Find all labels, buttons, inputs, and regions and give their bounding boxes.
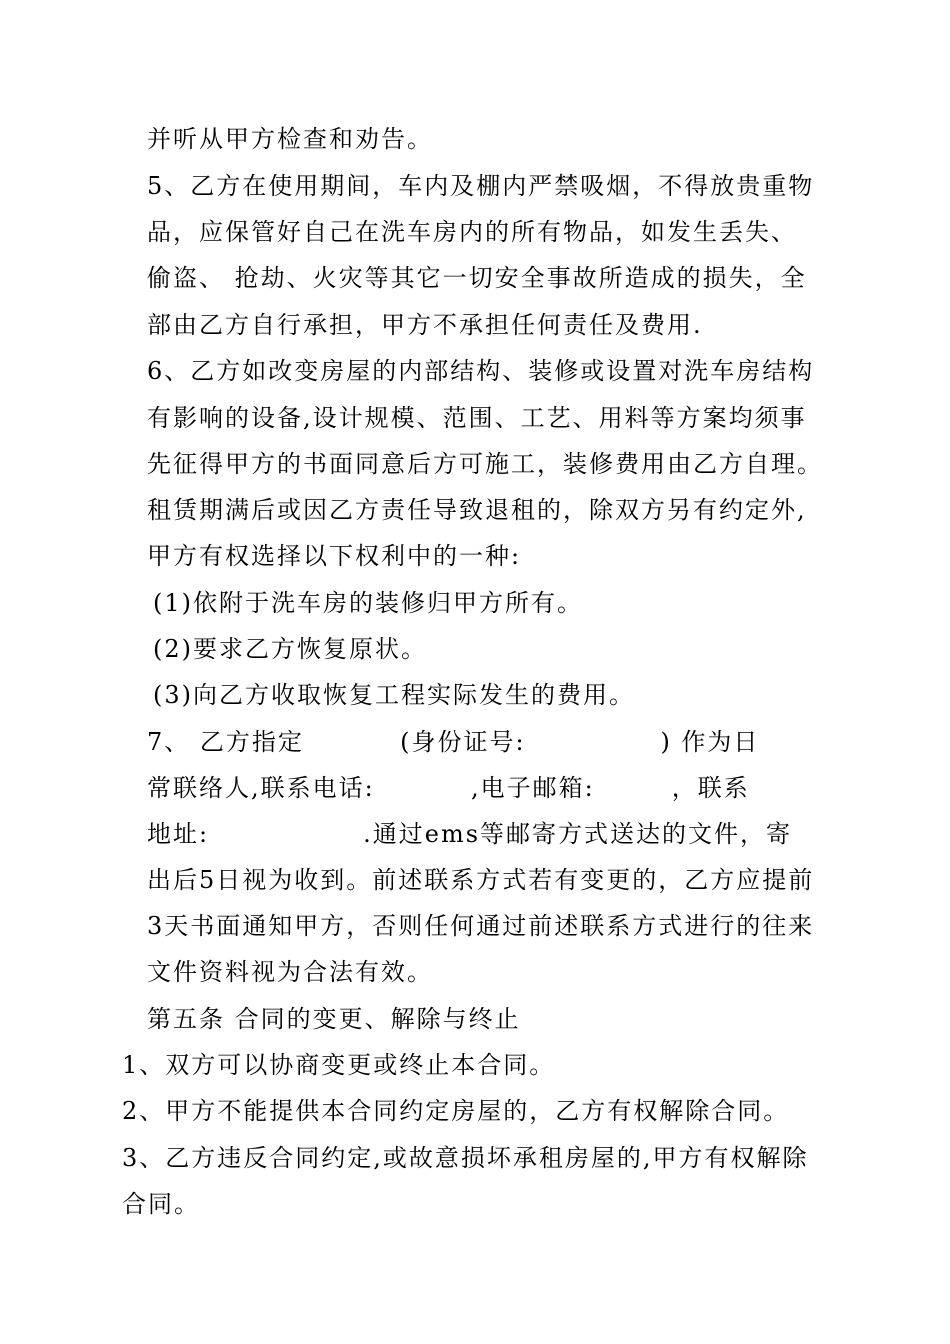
text-line: 文件资料视为合法有效。 (147, 958, 433, 986)
list-item: (3)向乙方收取恢复工程实际发生的费用。 (153, 681, 635, 709)
text-line: 并听从甲方检查和劝告。 (147, 125, 433, 153)
list-item: (2)要求乙方恢复原状。 (153, 635, 427, 663)
text-line: 3、乙方违反合同约定,或故意损坏承租房屋的,甲方有权解除 (122, 1144, 809, 1172)
text-line: 有影响的设备,设计规模、范围、工艺、用料等方案均须事 (147, 404, 807, 432)
text-line: 常联络人,联系电话: ,电子邮箱: ，联系 (147, 774, 750, 802)
text-line: 出后5日视为收到。前述联系方式若有变更的，乙方应提前 (147, 866, 815, 894)
text-line: 部由乙方自行承担，甲方不承担任何责任及费用. (147, 311, 703, 339)
text-line: 先征得甲方的书面同意后方可施工，装修费用由乙方自理。 (147, 450, 823, 478)
text-line: 偷盗、 抢劫、火灾等其它一切安全事故所造成的损失，全 (147, 264, 807, 292)
text-line: 6、乙方如改变房屋的内部结构、装修或设置对洗车房结构 (147, 357, 815, 385)
list-item: (1)依附于洗车房的装修归甲方所有。 (153, 589, 583, 617)
text-line: 1、双方可以协商变更或终止本合同。 (122, 1051, 556, 1079)
text-line: 3天书面通知甲方，否则任何通过前述联系方式进行的往来 (147, 912, 815, 940)
text-line: 甲方有权选择以下权利中的一种: (147, 542, 522, 570)
text-line: 租赁期满后或因乙方责任导致退租的，除双方另有约定外, (147, 496, 807, 524)
text-line: 品，应保管好自己在洗车房内的所有物品，如发生丢失、 (147, 218, 797, 246)
section-heading: 第五条 合同的变更、解除与终止 (147, 1005, 521, 1033)
text-line: 2、甲方不能提供本合同约定房屋的，乙方有权解除合同。 (122, 1097, 790, 1125)
text-line: 7、 乙方指定 (身份证号: ) 作为日 (147, 728, 760, 756)
text-line: 地址: .通过ems等邮寄方式送达的文件，寄 (147, 820, 793, 848)
text-line: 合同。 (122, 1190, 200, 1218)
text-line: 5、乙方在使用期间，车内及棚内严禁吸烟，不得放贵重物 (147, 172, 815, 200)
